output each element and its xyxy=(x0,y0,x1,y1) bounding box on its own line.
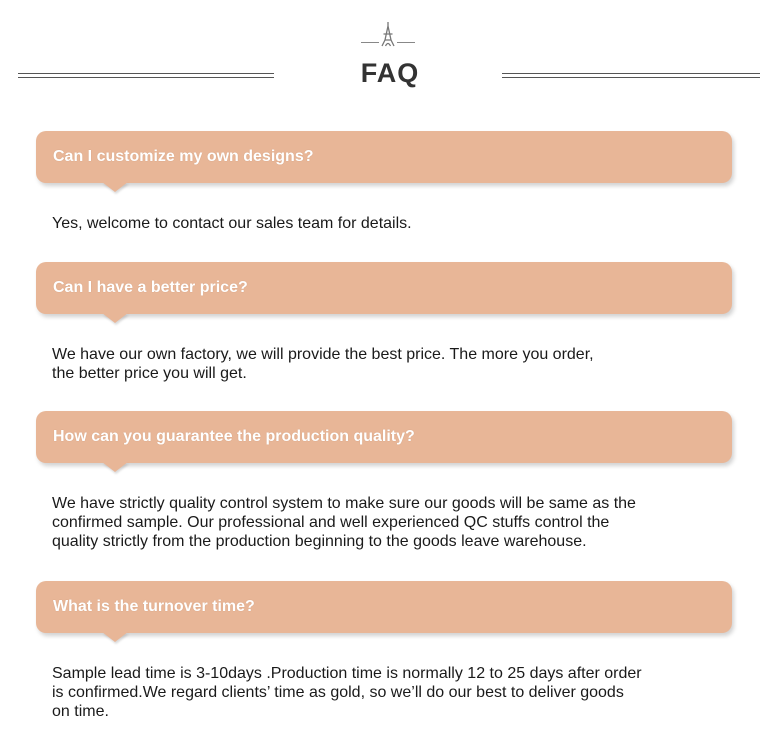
ornament-line-right xyxy=(397,42,415,43)
question-bubble xyxy=(36,581,732,633)
question-bubble xyxy=(36,411,732,463)
bubble-tail xyxy=(102,313,128,323)
answer-line: on time. xyxy=(52,703,109,720)
page-title: FAQ xyxy=(360,58,420,88)
answer-line: is confirmed.We regard clients’ time as gold, so we’ll do our best to deliver goods xyxy=(52,684,624,701)
bubble-tail xyxy=(102,632,128,642)
bubble-tail xyxy=(102,182,128,192)
answer-line: Yes, welcome to contact our sales team for details. xyxy=(52,215,412,232)
answer-line: We have strictly quality control system to make sure our goods will be same as the xyxy=(52,495,636,512)
answer-text xyxy=(52,494,732,551)
eiffel-tower-icon xyxy=(371,22,405,48)
ornament-line-left xyxy=(361,42,379,43)
question-text: Can I have a better price? xyxy=(53,279,248,296)
question-text: What is the turnover time? xyxy=(53,598,255,615)
header-rule-right xyxy=(502,73,760,78)
question-bubble xyxy=(36,262,732,314)
question-text: Can I customize my own designs? xyxy=(53,148,314,165)
answer-text xyxy=(52,214,732,233)
answer-line: Sample lead time is 3-10days .Production time is normally 12 to 25 days after order xyxy=(52,665,642,682)
question-text: How can you guarantee the production quality? xyxy=(53,428,415,445)
answer-line: We have our own factory, we will provide the best price. The more you order, xyxy=(52,346,594,363)
question-bubble xyxy=(36,131,732,183)
faq-header xyxy=(0,0,781,110)
answer-line: quality strictly from the production beginning to the goods leave warehouse. xyxy=(52,533,587,550)
answer-line: the better price you will get. xyxy=(52,365,247,382)
answer-text xyxy=(52,345,732,383)
header-rule-left xyxy=(18,73,274,78)
bubble-tail xyxy=(102,462,128,472)
answer-line: confirmed sample. Our professional and well experienced QC stuffs control the xyxy=(52,514,610,531)
answer-text xyxy=(52,664,732,721)
